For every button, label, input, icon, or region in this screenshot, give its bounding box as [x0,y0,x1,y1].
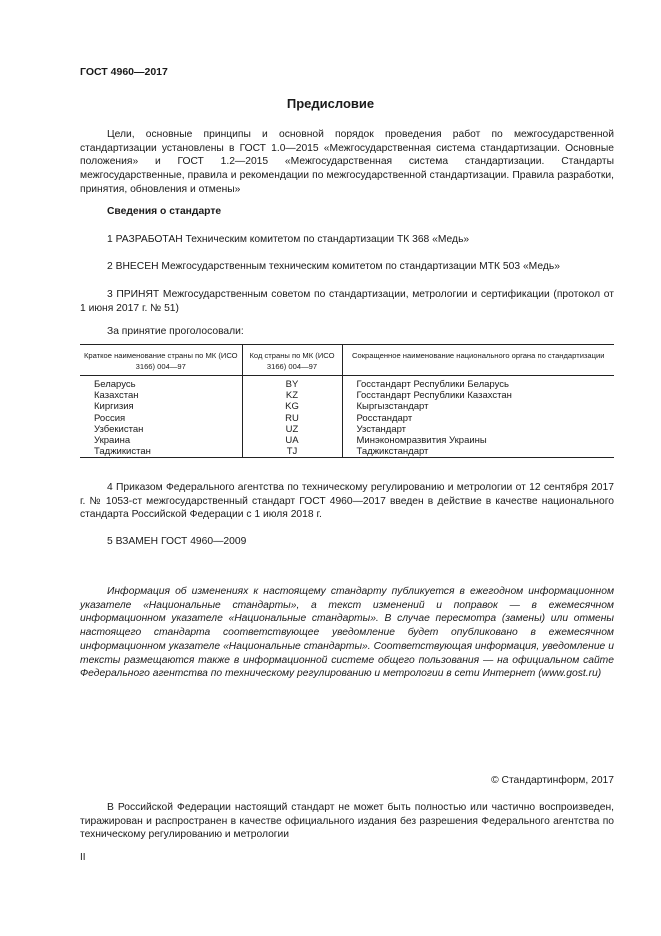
code-cell: TJ [242,446,342,458]
country-cell: Таджикистан [80,446,242,458]
body-cell: Таджикстандарт [342,446,614,458]
code-cell: BY [242,376,342,391]
item-4-order: 4 Приказом Федерального агентства по техническому регулированию и метрологии от 12 сентября 2017 г. № 1053-ст межгосударственный стандарт ГОСТ 4960—2017 введен в действие в качестве национального стандарта Российской Федерации с 1 июля 2018 г. [80,482,614,521]
table-row [80,424,614,435]
column-header-body: Сокращенное наименование национального органа по стандартизации [342,345,614,376]
code-cell: RU [242,413,342,424]
country-cell: Украина [94,435,131,447]
page-number: II [80,852,86,863]
rights-notice: В Российской Федерации настоящий стандарт не может быть полностью или частично воспроизведен, тиражирован и распространен в качестве официального издания без разрешения Федерального агентства по техническому регулированию и метрологии [80,802,614,841]
table-row [80,401,614,412]
info-heading: Сведения о стандарте [107,206,222,217]
intro-paragraph: Цели, основные принципы и основной порядок проведения работ по межгосударственной стандартизации установлены в ГОСТ 1.0—2015 «Межгосударственная система стандартизации. Основные положения» и ГОСТ 1.2—2015 «Межгосударственная система стандартизации. Стандарты межгосударственные, правила и рекомендации по межгосударственной стандартизации. Правила разработки, принятия, обновления и отмены» [80,129,614,195]
country-cell: Киргизия [94,401,134,413]
table-header-row [80,345,614,376]
country-cell: Узбекистан [94,423,144,435]
body-cell: Росстандарт [342,413,614,424]
item-5-replaces: 5 ВЗАМЕН ГОСТ 4960—2009 [107,536,247,547]
table-row [80,435,614,446]
changes-notice: Информация об изменениях к настоящему стандарту публикуется в ежегодном информационном указателе «Национальные стандарты», а текст изменений и поправок — в ежемесячном информационном указателе «Национальные стандарты». В случае пересмотра (замены) или отмены настоящего стандарта соответствующее уведомление будет опубликовано в ежемесячном информационном указателе «Национальные стандарты». Соответствующая информация, уведомление и тексты размещаются также в информационной системе общего пользования — на официальном сайте Федерального агентства по техническому регулированию и метрологии в сети Интернет (www.gost.ru) [80,586,614,680]
code-cell: UA [242,435,342,446]
document-id: ГОСТ 4960—2017 [80,66,168,78]
column-header-code: Код страны по МК (ИСО 3166) 004—97 [242,345,342,376]
item-1-developed: 1 РАЗРАБОТАН Техническим комитетом по стандартизации ТК 368 «Медь» [107,234,470,245]
body-cell: Госстандарт Республики Беларусь [342,376,614,391]
body-cell: Кыргызстандарт [342,401,614,412]
voting-table [80,344,614,458]
table-row [80,446,614,458]
item-2-introduced: 2 ВНЕСЕН Межгосударственным техническим комитетом по стандартизации МТК 503 «Медь» [107,261,560,272]
table-row [80,390,614,401]
column-header-country: Краткое наименование страны по МК (ИСО 3166) 004—97 [80,345,242,376]
table-row [80,376,614,391]
voted-label: За принятие проголосовали: [107,326,244,337]
code-cell: KG [242,401,342,412]
item-3-adopted: 3 ПРИНЯТ Межгосударственным советом по стандартизации, метрологии и сертификации (протокол от 1 июня 2017 г. № 51) [80,289,614,314]
page-title: Предисловие [286,96,375,111]
body-cell: Узстандарт [342,424,614,435]
table-row [80,413,614,424]
body-cell: Минэкономразвития Украины [342,435,614,446]
copyright: © Стандартинформ, 2017 [491,775,614,786]
body-cell: Госстандарт Республики Казахстан [342,390,614,401]
country-cell: Казахстан [94,390,139,402]
country-cell: Беларусь [94,379,136,390]
code-cell: UZ [242,424,342,435]
code-cell: KZ [242,390,342,401]
country-cell: Россия [94,412,126,424]
